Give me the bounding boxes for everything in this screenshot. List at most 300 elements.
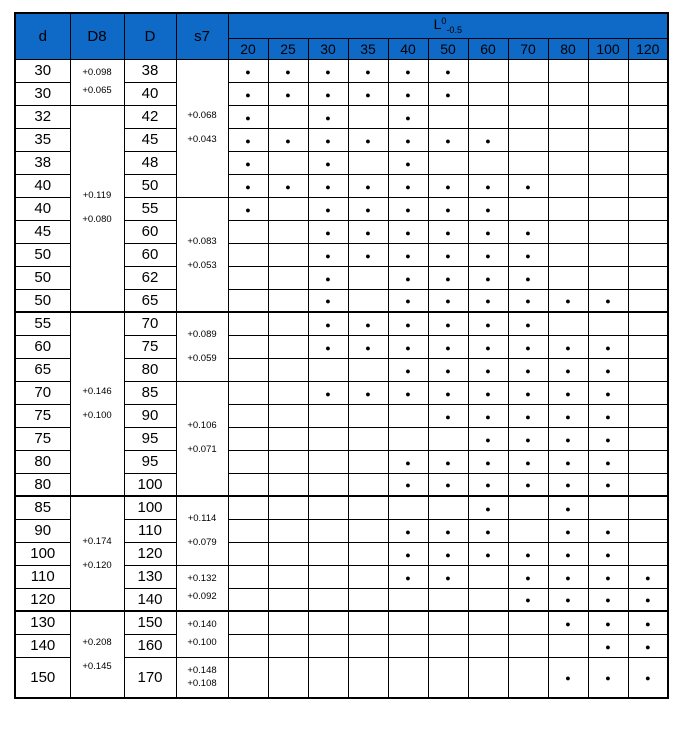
availability-cell-L100 (588, 657, 628, 698)
availability-cell-L30 (308, 611, 348, 634)
availability-dot-icon: ● (605, 296, 611, 307)
availability-dot-icon: ● (405, 135, 411, 146)
availability-dot-icon: ● (485, 204, 491, 215)
dimension-tolerance-table (14, 12, 669, 699)
availability-cell-L70 (508, 335, 548, 358)
s7-tolerance-lower-deviation: +0.100 (187, 637, 217, 649)
availability-cell-L80 (548, 381, 588, 404)
d-value: 110 (15, 565, 70, 588)
availability-cell-L25 (268, 59, 308, 82)
d-value: 45 (15, 220, 70, 243)
s7-tolerance-upper-deviation: +0.089 (187, 328, 217, 340)
availability-cell-L35 (348, 588, 388, 611)
availability-cell-L80 (548, 657, 588, 698)
availability-dot-icon: ● (325, 204, 331, 215)
availability-cell-L70 (508, 473, 548, 496)
D-value: 60 (124, 220, 176, 243)
d-value: 150 (15, 657, 70, 698)
D-value: 42 (124, 105, 176, 128)
availability-dot-icon: ● (485, 365, 491, 376)
col-header-D: D (124, 13, 176, 59)
availability-cell-L30 (308, 657, 348, 698)
availability-dot-icon: ● (405, 89, 411, 100)
availability-cell-L20 (228, 542, 268, 565)
availability-cell-L20 (228, 220, 268, 243)
d-value: 70 (15, 381, 70, 404)
availability-dot-icon: ● (245, 135, 251, 146)
availability-dot-icon: ● (325, 319, 331, 330)
availability-dot-icon: ● (485, 457, 491, 468)
availability-cell-L35 (348, 381, 388, 404)
length-sup-tolerance: 0 (441, 16, 447, 27)
availability-dot-icon: ● (605, 526, 611, 537)
d-value: 80 (15, 473, 70, 496)
availability-cell-L80 (548, 266, 588, 289)
availability-cell-L120 (628, 59, 668, 82)
availability-cell-L40 (388, 496, 428, 519)
D-value: 160 (124, 634, 176, 657)
d8-tolerance (70, 105, 124, 312)
availability-dot-icon: ● (605, 434, 611, 445)
availability-cell-L25 (268, 381, 308, 404)
availability-cell-L80 (548, 358, 588, 381)
availability-dot-icon: ● (445, 388, 451, 399)
d-value: 50 (15, 266, 70, 289)
availability-dot-icon: ● (525, 296, 531, 307)
availability-cell-L70 (508, 197, 548, 220)
availability-dot-icon: ● (645, 595, 651, 606)
d-value: 30 (15, 59, 70, 82)
D-value: 140 (124, 588, 176, 611)
availability-cell-L60 (468, 427, 508, 450)
availability-cell-L70 (508, 634, 548, 657)
availability-cell-L80 (548, 197, 588, 220)
availability-dot-icon: ● (405, 158, 411, 169)
availability-cell-L60 (468, 657, 508, 698)
availability-cell-L40 (388, 243, 428, 266)
D-value: 38 (124, 59, 176, 82)
availability-cell-L80 (548, 450, 588, 473)
availability-dot-icon: ● (525, 549, 531, 560)
D-value: 55 (124, 197, 176, 220)
availability-dot-icon: ● (405, 319, 411, 330)
D-value: 90 (124, 404, 176, 427)
length-col-50: 50 (428, 38, 468, 59)
d8-tolerance (70, 611, 124, 698)
availability-cell-L80 (548, 565, 588, 588)
availability-cell-L60 (468, 542, 508, 565)
availability-cell-L20 (228, 82, 268, 105)
availability-cell-L120 (628, 611, 668, 634)
availability-cell-L35 (348, 450, 388, 473)
availability-dot-icon: ● (485, 273, 491, 284)
availability-cell-L120 (628, 381, 668, 404)
availability-cell-L40 (388, 82, 428, 105)
availability-cell-L35 (348, 657, 388, 698)
s7-tolerance-lower-deviation: +0.092 (187, 590, 217, 602)
availability-cell-L120 (628, 82, 668, 105)
availability-cell-L30 (308, 519, 348, 542)
availability-dot-icon: ● (645, 618, 651, 629)
availability-cell-L80 (548, 59, 588, 82)
availability-dot-icon: ● (525, 365, 531, 376)
D-value: 100 (124, 473, 176, 496)
availability-cell-L35 (348, 611, 388, 634)
availability-dot-icon: ● (445, 204, 451, 215)
availability-dot-icon: ● (405, 365, 411, 376)
s7-tolerance-lower-deviation: +0.059 (187, 352, 217, 364)
s7-tolerance (176, 197, 228, 312)
availability-cell-L70 (508, 496, 548, 519)
availability-dot-icon: ● (405, 342, 411, 353)
availability-cell-L70 (508, 59, 548, 82)
availability-cell-L30 (308, 243, 348, 266)
availability-cell-L100 (588, 427, 628, 450)
availability-dot-icon: ● (405, 549, 411, 560)
availability-cell-L40 (388, 358, 428, 381)
availability-cell-L20 (228, 105, 268, 128)
availability-cell-L120 (628, 128, 668, 151)
availability-dot-icon: ● (405, 227, 411, 238)
availability-cell-L80 (548, 151, 588, 174)
d-value: 38 (15, 151, 70, 174)
availability-cell-L25 (268, 427, 308, 450)
availability-cell-L30 (308, 335, 348, 358)
availability-dot-icon: ● (565, 673, 571, 684)
availability-cell-L40 (388, 611, 428, 634)
availability-cell-L35 (348, 565, 388, 588)
col-header-s7: s7 (176, 13, 228, 59)
availability-dot-icon: ● (245, 66, 251, 77)
availability-cell-L60 (468, 59, 508, 82)
availability-cell-L100 (588, 220, 628, 243)
availability-cell-L20 (228, 427, 268, 450)
availability-dot-icon: ● (405, 296, 411, 307)
availability-cell-L30 (308, 404, 348, 427)
availability-cell-L25 (268, 312, 308, 335)
availability-dot-icon: ● (485, 342, 491, 353)
availability-dot-icon: ● (405, 457, 411, 468)
availability-dot-icon: ● (605, 388, 611, 399)
availability-cell-L50 (428, 289, 468, 312)
availability-cell-L35 (348, 358, 388, 381)
availability-cell-L100 (588, 151, 628, 174)
availability-cell-L20 (228, 473, 268, 496)
availability-cell-L60 (468, 358, 508, 381)
availability-cell-L70 (508, 381, 548, 404)
s7-tolerance-upper-deviation: +0.083 (187, 236, 217, 248)
availability-cell-L20 (228, 243, 268, 266)
availability-cell-L40 (388, 128, 428, 151)
availability-cell-L50 (428, 312, 468, 335)
D-value: 120 (124, 542, 176, 565)
availability-dot-icon: ● (485, 227, 491, 238)
availability-cell-L80 (548, 427, 588, 450)
availability-dot-icon: ● (565, 549, 571, 560)
availability-dot-icon: ● (445, 135, 451, 146)
availability-cell-L40 (388, 105, 428, 128)
availability-cell-L60 (468, 634, 508, 657)
availability-dot-icon: ● (245, 181, 251, 192)
header-row-1 (15, 13, 668, 38)
availability-dot-icon: ● (525, 181, 531, 192)
availability-cell-L80 (548, 312, 588, 335)
availability-cell-L30 (308, 565, 348, 588)
D-value: 60 (124, 243, 176, 266)
availability-cell-L100 (588, 289, 628, 312)
D-value: 170 (124, 657, 176, 698)
availability-cell-L40 (388, 473, 428, 496)
availability-cell-L25 (268, 105, 308, 128)
availability-cell-L40 (388, 542, 428, 565)
availability-cell-L60 (468, 519, 508, 542)
availability-cell-L20 (228, 657, 268, 698)
availability-cell-L20 (228, 450, 268, 473)
availability-dot-icon: ● (445, 457, 451, 468)
availability-cell-L35 (348, 197, 388, 220)
availability-cell-L100 (588, 266, 628, 289)
availability-cell-L35 (348, 519, 388, 542)
d8-tolerance-upper-deviation: +0.208 (82, 636, 112, 648)
length-col-80: 80 (548, 38, 588, 59)
d-value: 50 (15, 289, 70, 312)
availability-dot-icon: ● (365, 227, 371, 238)
availability-dot-icon: ● (285, 66, 291, 77)
availability-cell-L40 (388, 312, 428, 335)
d8-tolerance (70, 496, 124, 611)
availability-cell-L70 (508, 82, 548, 105)
length-col-100: 100 (588, 38, 628, 59)
availability-dot-icon: ● (325, 342, 331, 353)
availability-cell-L25 (268, 519, 308, 542)
availability-cell-L30 (308, 427, 348, 450)
availability-cell-L25 (268, 358, 308, 381)
availability-cell-L120 (628, 519, 668, 542)
D-value: 70 (124, 312, 176, 335)
availability-cell-L70 (508, 657, 548, 698)
availability-cell-L80 (548, 542, 588, 565)
availability-cell-L80 (548, 82, 588, 105)
availability-cell-L30 (308, 542, 348, 565)
availability-cell-L20 (228, 496, 268, 519)
s7-tolerance (176, 59, 228, 197)
availability-cell-L70 (508, 151, 548, 174)
s7-tolerance-lower-deviation: +0.071 (187, 444, 217, 456)
availability-cell-L120 (628, 634, 668, 657)
availability-cell-L120 (628, 450, 668, 473)
availability-dot-icon: ● (325, 89, 331, 100)
availability-cell-L30 (308, 634, 348, 657)
availability-cell-L50 (428, 450, 468, 473)
availability-dot-icon: ● (405, 204, 411, 215)
availability-cell-L120 (628, 657, 668, 698)
d8-tolerance-lower-deviation: +0.065 (82, 85, 112, 96)
s7-tolerance (176, 657, 228, 698)
availability-dot-icon: ● (325, 112, 331, 123)
d-value: 75 (15, 404, 70, 427)
length-col-30: 30 (308, 38, 348, 59)
availability-dot-icon: ● (645, 572, 651, 583)
availability-dot-icon: ● (565, 388, 571, 399)
availability-cell-L40 (388, 657, 428, 698)
availability-dot-icon: ● (285, 181, 291, 192)
availability-cell-L30 (308, 496, 348, 519)
availability-cell-L25 (268, 82, 308, 105)
availability-cell-L100 (588, 404, 628, 427)
availability-dot-icon: ● (605, 411, 611, 422)
availability-dot-icon: ● (565, 457, 571, 468)
availability-dot-icon: ● (445, 572, 451, 583)
availability-cell-L120 (628, 404, 668, 427)
availability-cell-L80 (548, 335, 588, 358)
availability-cell-L50 (428, 588, 468, 611)
table-body (15, 59, 668, 698)
availability-cell-L30 (308, 220, 348, 243)
availability-dot-icon: ● (445, 526, 451, 537)
d8-tolerance-upper-deviation: +0.146 (82, 386, 112, 397)
availability-cell-L40 (388, 519, 428, 542)
availability-cell-L25 (268, 611, 308, 634)
availability-cell-L100 (588, 243, 628, 266)
d-value: 55 (15, 312, 70, 335)
availability-cell-L100 (588, 358, 628, 381)
availability-cell-L50 (428, 473, 468, 496)
availability-cell-L40 (388, 289, 428, 312)
length-col-20: 20 (228, 38, 268, 59)
availability-cell-L70 (508, 174, 548, 197)
availability-cell-L120 (628, 588, 668, 611)
availability-dot-icon: ● (445, 319, 451, 330)
availability-cell-L30 (308, 312, 348, 335)
availability-cell-L120 (628, 266, 668, 289)
availability-cell-L35 (348, 82, 388, 105)
availability-cell-L25 (268, 151, 308, 174)
D-value: 45 (124, 128, 176, 151)
availability-cell-L20 (228, 565, 268, 588)
d8-tolerance-upper-deviation: +0.119 (82, 190, 112, 202)
availability-dot-icon: ● (565, 503, 571, 514)
availability-dot-icon: ● (245, 112, 251, 123)
availability-dot-icon: ● (365, 89, 371, 100)
availability-cell-L25 (268, 565, 308, 588)
availability-dot-icon: ● (525, 227, 531, 238)
availability-cell-L25 (268, 335, 308, 358)
availability-cell-L120 (628, 335, 668, 358)
availability-dot-icon: ● (405, 273, 411, 284)
availability-cell-L50 (428, 151, 468, 174)
availability-cell-L70 (508, 519, 548, 542)
availability-cell-L30 (308, 59, 348, 82)
availability-cell-L35 (348, 404, 388, 427)
D-value: 48 (124, 151, 176, 174)
availability-cell-L70 (508, 289, 548, 312)
availability-cell-L30 (308, 128, 348, 151)
availability-dot-icon: ● (325, 388, 331, 399)
availability-dot-icon: ● (405, 250, 411, 261)
length-col-25: 25 (268, 38, 308, 59)
availability-dot-icon: ● (565, 618, 571, 629)
availability-cell-L40 (388, 174, 428, 197)
availability-cell-L30 (308, 174, 348, 197)
table-header (15, 13, 668, 59)
length-col-70: 70 (508, 38, 548, 59)
availability-cell-L35 (348, 634, 388, 657)
availability-cell-L50 (428, 105, 468, 128)
availability-cell-L80 (548, 611, 588, 634)
availability-cell-L25 (268, 174, 308, 197)
availability-dot-icon: ● (285, 89, 291, 100)
availability-dot-icon: ● (565, 526, 571, 537)
availability-cell-L100 (588, 381, 628, 404)
availability-cell-L20 (228, 59, 268, 82)
D-value: 100 (124, 496, 176, 519)
availability-cell-L50 (428, 358, 468, 381)
s7-tolerance (176, 381, 228, 496)
availability-cell-L50 (428, 243, 468, 266)
availability-cell-L50 (428, 59, 468, 82)
D-value: 95 (124, 427, 176, 450)
d8-tolerance-lower-deviation: +0.080 (82, 214, 112, 226)
availability-cell-L20 (228, 197, 268, 220)
availability-dot-icon: ● (405, 526, 411, 537)
availability-dot-icon: ● (445, 250, 451, 261)
availability-cell-L40 (388, 335, 428, 358)
availability-cell-L20 (228, 335, 268, 358)
d-value: 90 (15, 519, 70, 542)
availability-cell-L20 (228, 312, 268, 335)
availability-cell-L20 (228, 151, 268, 174)
d-value: 85 (15, 496, 70, 519)
availability-cell-L30 (308, 197, 348, 220)
d-value: 100 (15, 542, 70, 565)
availability-cell-L20 (228, 381, 268, 404)
availability-cell-L80 (548, 105, 588, 128)
availability-cell-L60 (468, 128, 508, 151)
availability-cell-L35 (348, 427, 388, 450)
availability-dot-icon: ● (325, 181, 331, 192)
availability-dot-icon: ● (285, 135, 291, 146)
availability-cell-L50 (428, 266, 468, 289)
availability-cell-L35 (348, 496, 388, 519)
d8-tolerance-upper-deviation: +0.174 (82, 535, 112, 547)
availability-dot-icon: ● (485, 135, 491, 146)
availability-cell-L120 (628, 473, 668, 496)
availability-cell-L60 (468, 197, 508, 220)
availability-cell-L35 (348, 174, 388, 197)
s7-tolerance (176, 611, 228, 657)
availability-dot-icon: ● (485, 181, 491, 192)
d8-tolerance (70, 312, 124, 496)
availability-cell-L120 (628, 358, 668, 381)
table-row (15, 611, 668, 634)
d-value: 75 (15, 427, 70, 450)
availability-cell-L100 (588, 588, 628, 611)
availability-cell-L120 (628, 312, 668, 335)
availability-dot-icon: ● (445, 66, 451, 77)
availability-dot-icon: ● (605, 342, 611, 353)
availability-dot-icon: ● (245, 158, 251, 169)
availability-cell-L20 (228, 588, 268, 611)
availability-cell-L30 (308, 381, 348, 404)
d-value: 130 (15, 611, 70, 634)
availability-cell-L100 (588, 105, 628, 128)
availability-cell-L50 (428, 427, 468, 450)
availability-cell-L80 (548, 128, 588, 151)
availability-dot-icon: ● (605, 572, 611, 583)
availability-dot-icon: ● (405, 388, 411, 399)
availability-cell-L40 (388, 450, 428, 473)
s7-tolerance-upper-deviation: +0.106 (187, 420, 217, 432)
